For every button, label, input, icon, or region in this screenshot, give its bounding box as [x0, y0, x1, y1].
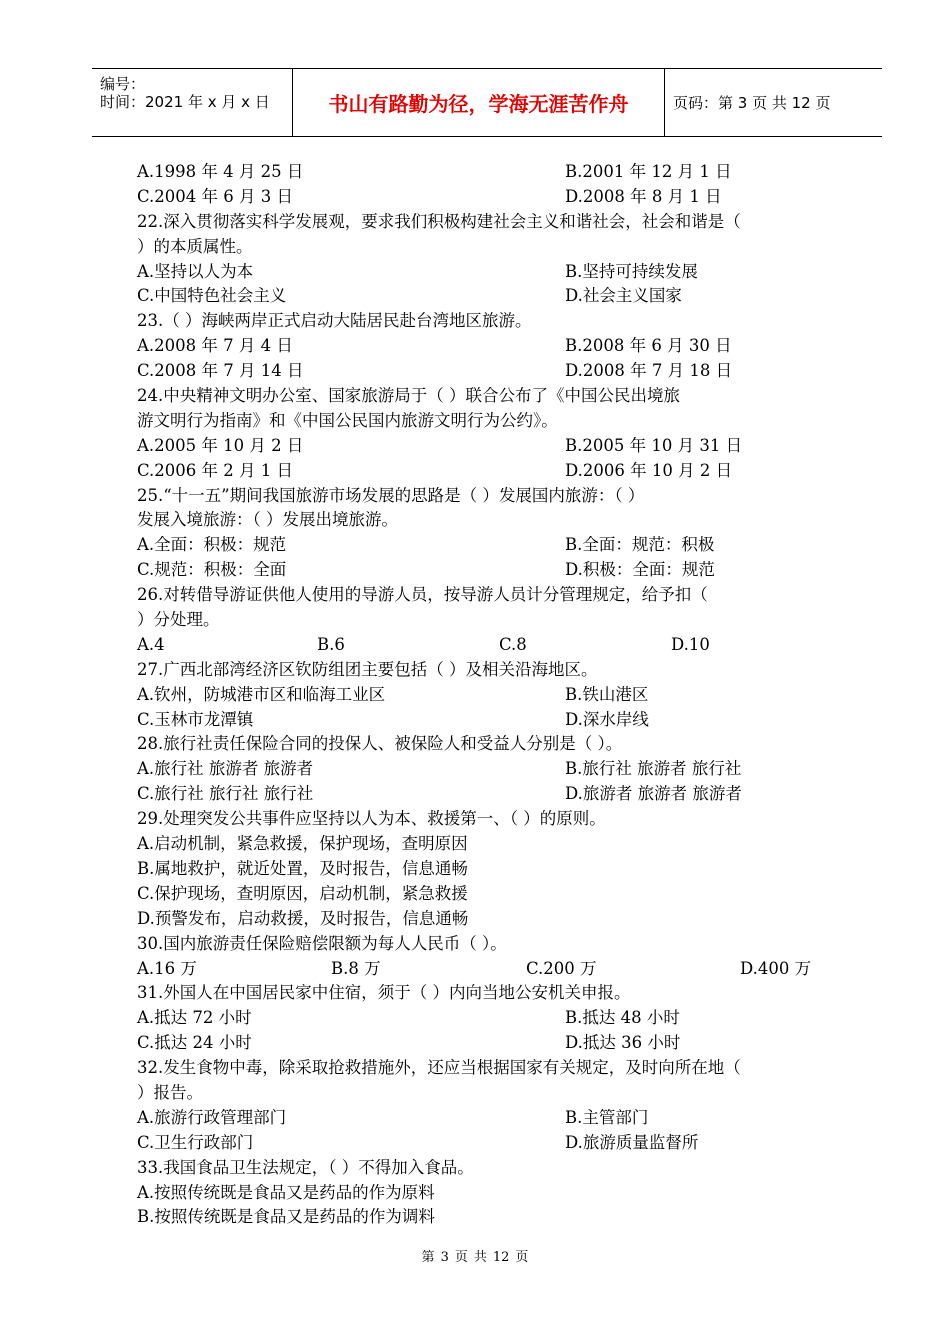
- option: A.全面：积极：规范: [137, 535, 287, 555]
- option-row: [137, 683, 837, 708]
- footer-text: 页: [454, 1250, 468, 1265]
- number-label: 编号：: [100, 75, 146, 93]
- option: B.2005 年 10 月 31 日: [565, 435, 743, 455]
- option: D.抵达 36 小时: [565, 1033, 681, 1053]
- option: B.旅行社 旅游者 旅行社: [565, 759, 742, 779]
- option: B.6: [317, 634, 345, 654]
- question-26-cont: ）分处理。: [137, 610, 220, 630]
- question-23: 23.（ ）海峡两岸正式启动大陆居民赴台湾地区旅游。: [137, 311, 532, 331]
- question-22-cont: ）的本质属性。: [137, 236, 253, 256]
- header-motto: 书山有路勤为径，学海无涯苦作舟: [293, 69, 665, 136]
- option: A.坚持以人为本: [137, 261, 254, 281]
- option: C.玉林市龙潭镇: [137, 709, 254, 729]
- option-row: [137, 558, 837, 583]
- option: D.积极：全面：规范: [565, 560, 715, 580]
- option-row: [137, 533, 837, 558]
- option: D.400 万: [740, 958, 812, 978]
- footer-text: 第: [421, 1250, 435, 1265]
- option: C.2006 年 2 月 1 日: [137, 460, 293, 480]
- option-row: [137, 957, 837, 982]
- page-header: [92, 68, 882, 137]
- option: A.按照传统既是食品又是药品的作为原料: [137, 1182, 435, 1202]
- question-32-cont: ）报告。: [137, 1082, 203, 1102]
- option: C.200 万: [526, 958, 597, 978]
- footer-page-number: 3: [440, 1250, 449, 1265]
- option-row: [137, 434, 837, 459]
- option: A.旅行社 旅游者 旅游者: [137, 759, 314, 779]
- option: C.卫生行政部门: [137, 1132, 254, 1152]
- option: A.旅游行政管理部门: [137, 1107, 287, 1127]
- question-24: 24.中央精神文明办公室、国家旅游局于（ ）联合公布了《中国公民出境旅: [137, 386, 680, 406]
- option-row: [137, 757, 837, 782]
- option-row: [137, 1006, 837, 1031]
- option-row: [137, 185, 837, 210]
- option-row: [137, 160, 837, 185]
- question-31: 31.外国人在中国居民家中住宿，须于（ ）内向当地公安机关申报。: [137, 983, 631, 1003]
- option: C.旅行社 旅行社 旅行社: [137, 784, 314, 804]
- footer-text: 共: [473, 1250, 487, 1265]
- option-row: [137, 708, 837, 733]
- option: B.坚持可持续发展: [565, 261, 698, 281]
- header-page-label: 页码：第 3 页 共 12 页: [673, 94, 831, 112]
- time-label: 时间：2021 年 x 月 x 日: [100, 93, 270, 111]
- footer-text: 页: [515, 1250, 529, 1265]
- option: C.保护现场，查明原因，启动机制，紧急救援: [137, 883, 468, 903]
- question-list: [137, 160, 837, 1230]
- option-row: [137, 782, 837, 807]
- option: D.深水岸线: [565, 709, 649, 729]
- option: C.中国特色社会主义: [137, 286, 287, 306]
- option-row: [137, 260, 837, 285]
- question-32: 32.发生食物中毒，除采取抢救措施外，还应当根据国家有关规定，及时向所在地（: [137, 1058, 741, 1078]
- option: C.2004 年 6 月 3 日: [137, 186, 293, 206]
- option-row: [137, 359, 837, 384]
- option-row: [137, 633, 837, 658]
- option: A.启动机制，紧急救援，保护现场，查明原因: [137, 834, 468, 854]
- header-meta: [92, 69, 293, 136]
- option: A.1998 年 4 月 25 日: [137, 162, 304, 181]
- option: D.预警发布，启动救援，及时报告，信息通畅: [137, 908, 469, 928]
- option: B.主管部门: [565, 1107, 649, 1127]
- option: B.抵达 48 小时: [565, 1008, 680, 1028]
- option-row: [137, 334, 837, 359]
- option: D.旅游质量监督所: [565, 1132, 699, 1152]
- option-row: [137, 1131, 837, 1156]
- option-row: [137, 459, 837, 484]
- option: D.2006 年 10 月 2 日: [565, 460, 733, 480]
- option: C.2008 年 7 月 14 日: [137, 361, 304, 381]
- footer-total-pages: 12: [492, 1250, 510, 1265]
- option: D.2008 年 7 月 18 日: [565, 361, 733, 381]
- option: D.旅游者 旅游者 旅游者: [565, 784, 742, 804]
- option: C.抵达 24 小时: [137, 1033, 252, 1053]
- option: D.社会主义国家: [565, 286, 682, 306]
- option: A.4: [137, 634, 165, 654]
- option-row: [137, 1106, 837, 1131]
- option: A.钦州，防城港市区和临海工业区: [137, 684, 386, 704]
- option-row: [137, 284, 837, 309]
- option-row: [137, 1031, 837, 1056]
- page-footer: [0, 1246, 950, 1265]
- option: B.铁山港区: [565, 684, 649, 704]
- option: A.2008 年 7 月 4 日: [137, 336, 293, 356]
- question-27: 27.广西北部湾经济区钦防组团主要包括（ ）及相关沿海地区。: [137, 659, 598, 679]
- option: A.2005 年 10 月 2 日: [137, 435, 304, 455]
- question-25: 25.“十一五”期间我国旅游市场发展的思路是（ ）发展国内旅游：（ ）: [137, 485, 645, 505]
- option: A.16 万: [137, 958, 197, 978]
- option: B.属地救护，就近处置，及时报告，信息通畅: [137, 858, 468, 878]
- question-33: 33.我国食品卫生法规定，（ ）不得加入食品。: [137, 1157, 474, 1177]
- option: B.按照传统既是食品又是药品的作为调料: [137, 1207, 435, 1227]
- question-24-cont: 游文明行为指南》和《中国公民国内旅游文明行为公约》。: [137, 410, 558, 430]
- option: B.2008 年 6 月 30 日: [565, 336, 732, 356]
- question-28: 28.旅行社责任保险合同的投保人、被保险人和受益人分别是（ ）。: [137, 734, 623, 754]
- question-22: 22.深入贯彻落实科学发展观，要求我们积极构建社会主义和谐社会，社会和谐是（: [137, 211, 741, 231]
- option: D.10: [671, 634, 710, 654]
- question-25-cont: 发展入境旅游：（ ）发展出境旅游。: [137, 510, 398, 530]
- question-26: 26.对转借导游证供他人使用的导游人员，按导游人员计分管理规定，给予扣（: [137, 585, 708, 605]
- option: C.规范：积极：全面: [137, 560, 287, 580]
- option: A.抵达 72 小时: [137, 1008, 252, 1028]
- question-30: 30.国内旅游责任保险赔偿限额为每人人民币（ ）。: [137, 933, 507, 953]
- option: D.2008 年 8 月 1 日: [565, 186, 722, 206]
- option: B.全面：规范：积极: [565, 535, 715, 555]
- option: B.2001 年 12 月 1 日: [565, 162, 732, 181]
- option: C.8: [499, 634, 527, 654]
- option: B.8 万: [331, 958, 381, 978]
- question-29: 29.处理突发公共事件应坚持以人为本、救援第一、（ ）的原则。: [137, 809, 606, 829]
